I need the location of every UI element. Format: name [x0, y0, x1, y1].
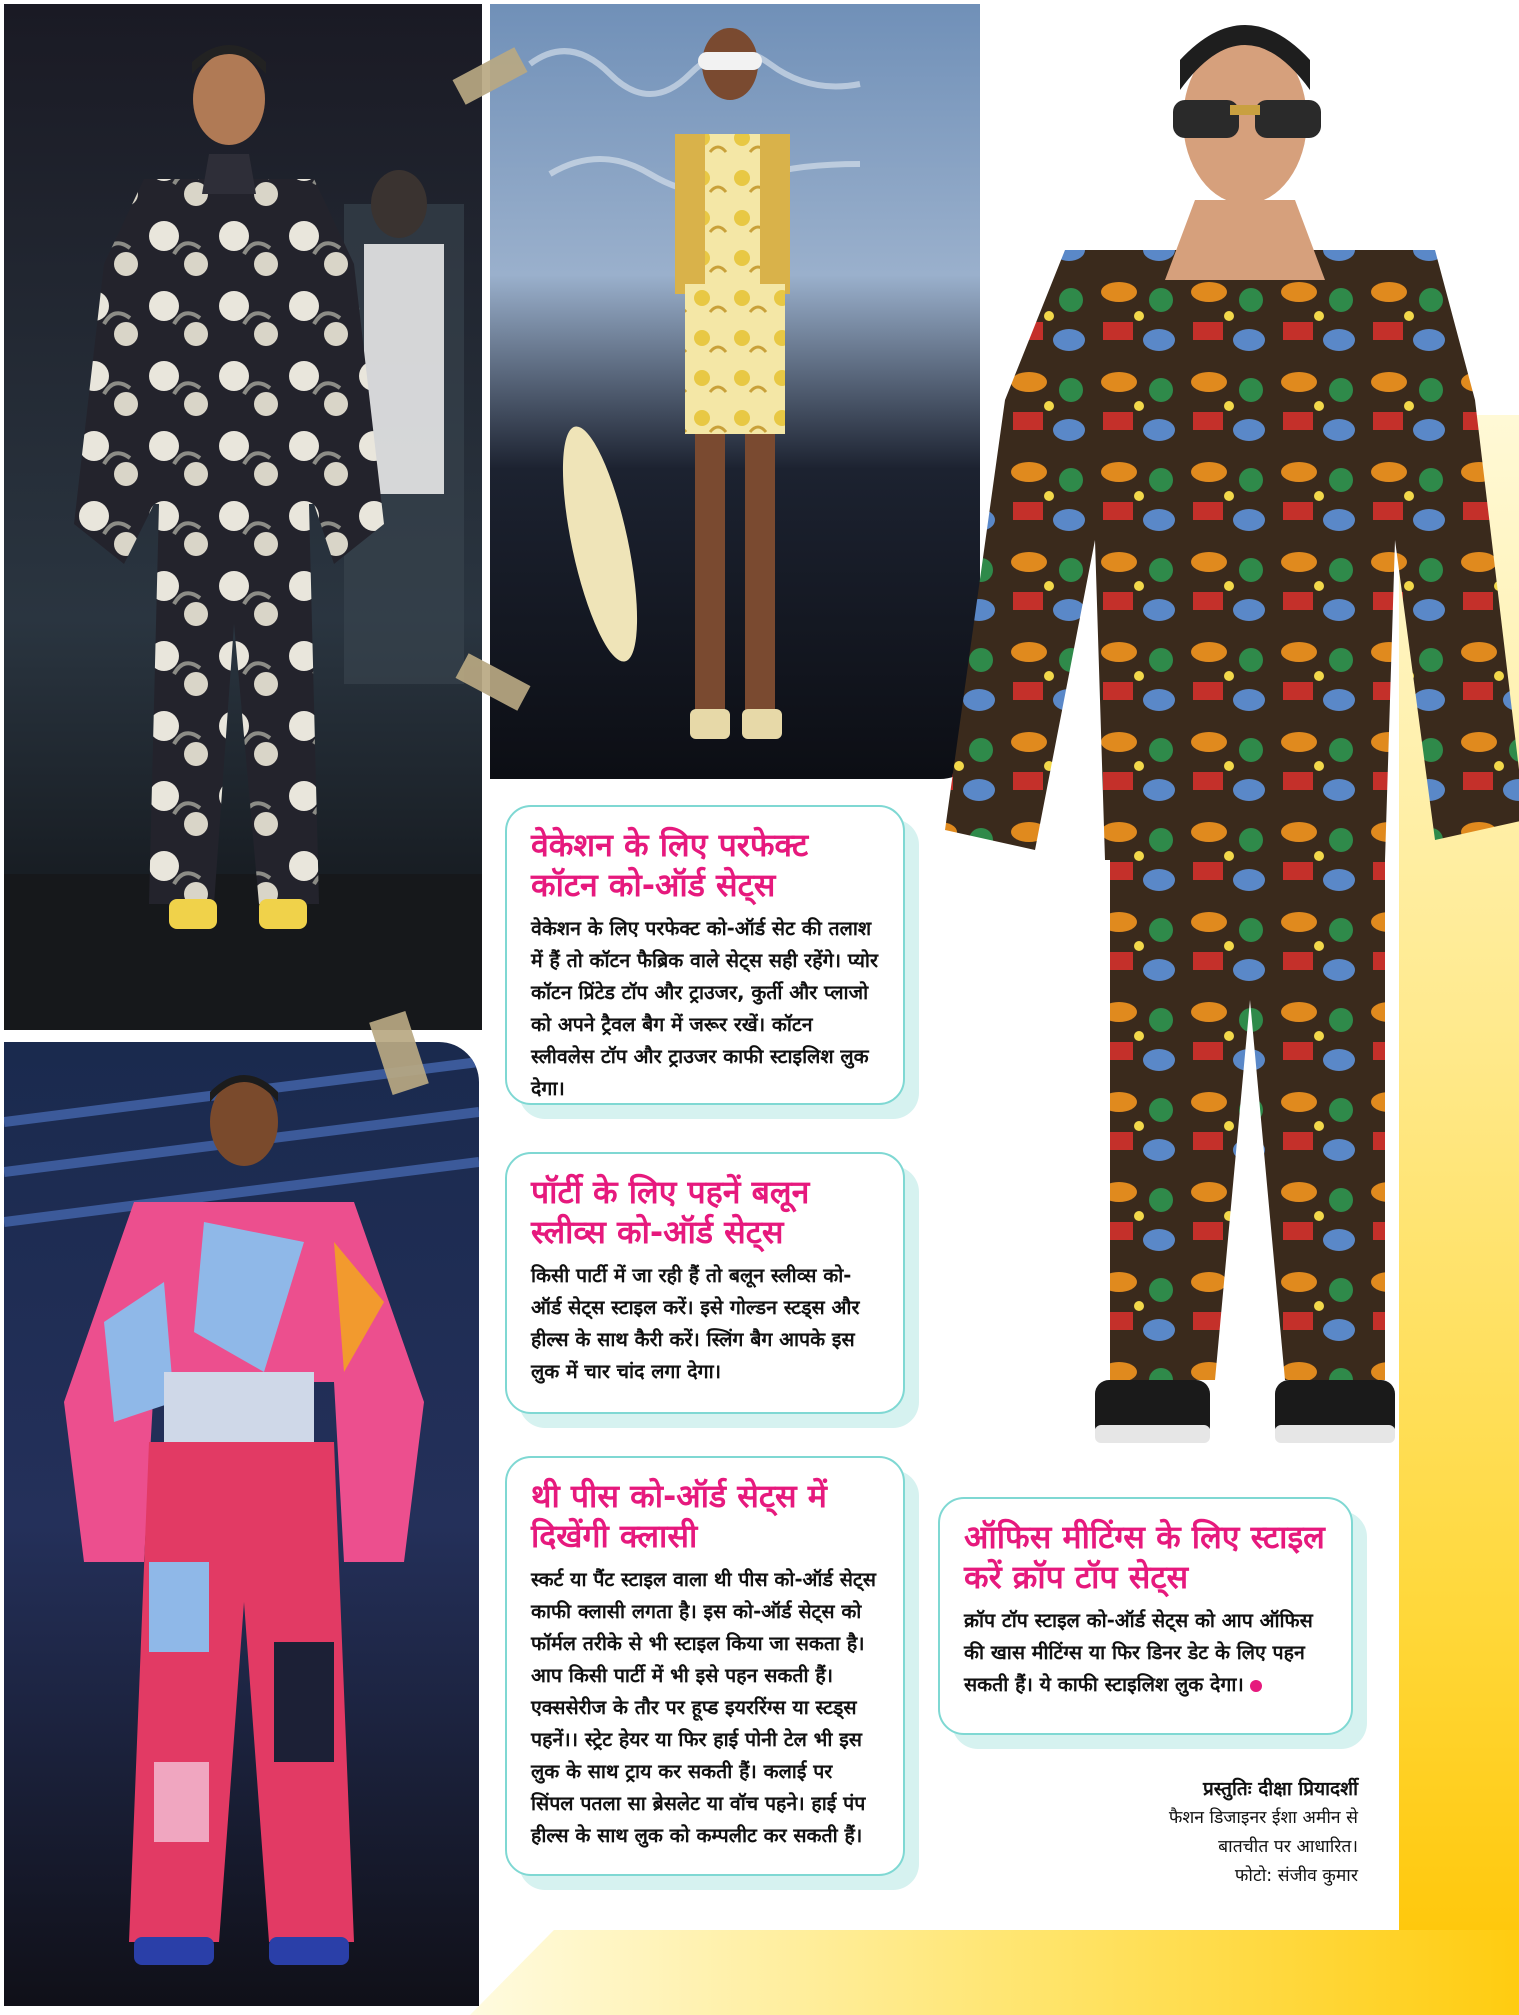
- tip-box-office: [938, 1497, 1353, 1735]
- animal-print-illustration: [915, 0, 1519, 1470]
- photo-color-block: [4, 1042, 479, 2006]
- tip-title-office: ऑफिस मीटिंग्स के लिए स्टाइल करें क्रॉप टॉप सेट्स: [964, 1518, 1325, 1596]
- credit-presented-by: प्रस्तुतिः दीक्षा प्रियादर्शी: [1202, 1778, 1358, 1800]
- tip-body-three-piece: स्कर्ट या पैंट स्टाइल वाला थी पीस को-ऑर्ड सेट्स काफी क्लासी लगता है। इस को-ऑर्ड सेट्स को फॉर्मल तरीके से भी स्टाइल किया जा सकता है। आप किसी पार्टी में भी इसे पहन सकती हैं। एक्ससेरीज के तौर पर हूप्ड इयररिंग्स या स्टड्स पहनें।। स्ट्रेट हेयर या फिर हाई पोनी टेल भी इस लुक के साथ ट्राय कर सकती हैं। कलाई पर सिंपल पतला सा ब्रेसलेट या वॉच पहने। हाई पंप हील्स के साथ लुक को कम्पलीट कर सकती हैं।: [531, 1568, 876, 1847]
- yellow-accent-bottom: [470, 1930, 1519, 2015]
- photo-animal-print: [915, 0, 1519, 1470]
- tip-title-vacation: वेकेशन के लिए परफेक्ट कॉटन को-ऑर्ड सेट्स: [531, 826, 809, 904]
- tip-body-office-text: क्रॉप टॉप स्टाइल को-ऑर्ड सेट्स को आप ऑफिस की खास मीटिंग्स या फिर डिनर डेट के लिए पहन सकती हैं। ये काफी स्टाइलिश लुक देगा।: [964, 1609, 1313, 1696]
- cotton-set-illustration: [490, 4, 980, 779]
- floral-suit-illustration: [4, 4, 482, 1030]
- tip-body-office: [964, 1605, 1329, 1701]
- tip-box-three-piece: [505, 1456, 905, 1876]
- tip-box-party: [505, 1152, 905, 1414]
- photo-floral-suit: [4, 4, 482, 1030]
- credit-line-1: फैशन डिजाइनर ईशा अमीन से: [1168, 1808, 1358, 1828]
- credit-line-2: बातचीत पर आधारित।: [1218, 1837, 1358, 1857]
- tip-body-party: किसी पार्टी में जा रही हैं तो बलून स्लीव्स को-ऑर्ड सेट्स स्टाइल करें। इसे गोल्डन स्टड्स और हील्स के साथ कैरी करें। स्लिंग बैग आपके इस लुक में चार चांद लगा देगा।: [531, 1264, 860, 1383]
- end-dot-icon: [1250, 1680, 1262, 1692]
- tip-title-party: पॉर्टी के लिए पहनें बलून स्लीव्स को-ऑर्ड सेट्स: [531, 1173, 810, 1251]
- tip-title-three-piece: थी पीस को-ऑर्ड सेट्स में दिखेंगी क्लासी: [531, 1477, 827, 1555]
- credit-photo: फोटो: संजीव कुमार: [1234, 1866, 1358, 1886]
- tip-body-vacation: वेकेशन के लिए परफेक्ट को-ऑर्ड सेट की तलाश में हैं तो कॉटन फैब्रिक वाले सेट्स सही रहेंगे। प्योर कॉटन प्रिंटेड टॉप और ट्राउजर, कुर्ती और प्लाजो को अपने ट्रैवल बैग में जरूर रखें। कॉटन स्लीवलेस टॉप और ट्राउजर काफी स्टाइलिश लुक देगा।: [531, 917, 878, 1100]
- credits: [1040, 1775, 1358, 1891]
- tip-box-vacation: [505, 805, 905, 1105]
- photo-cotton-set: [490, 4, 980, 779]
- color-block-illustration: [4, 1042, 479, 2006]
